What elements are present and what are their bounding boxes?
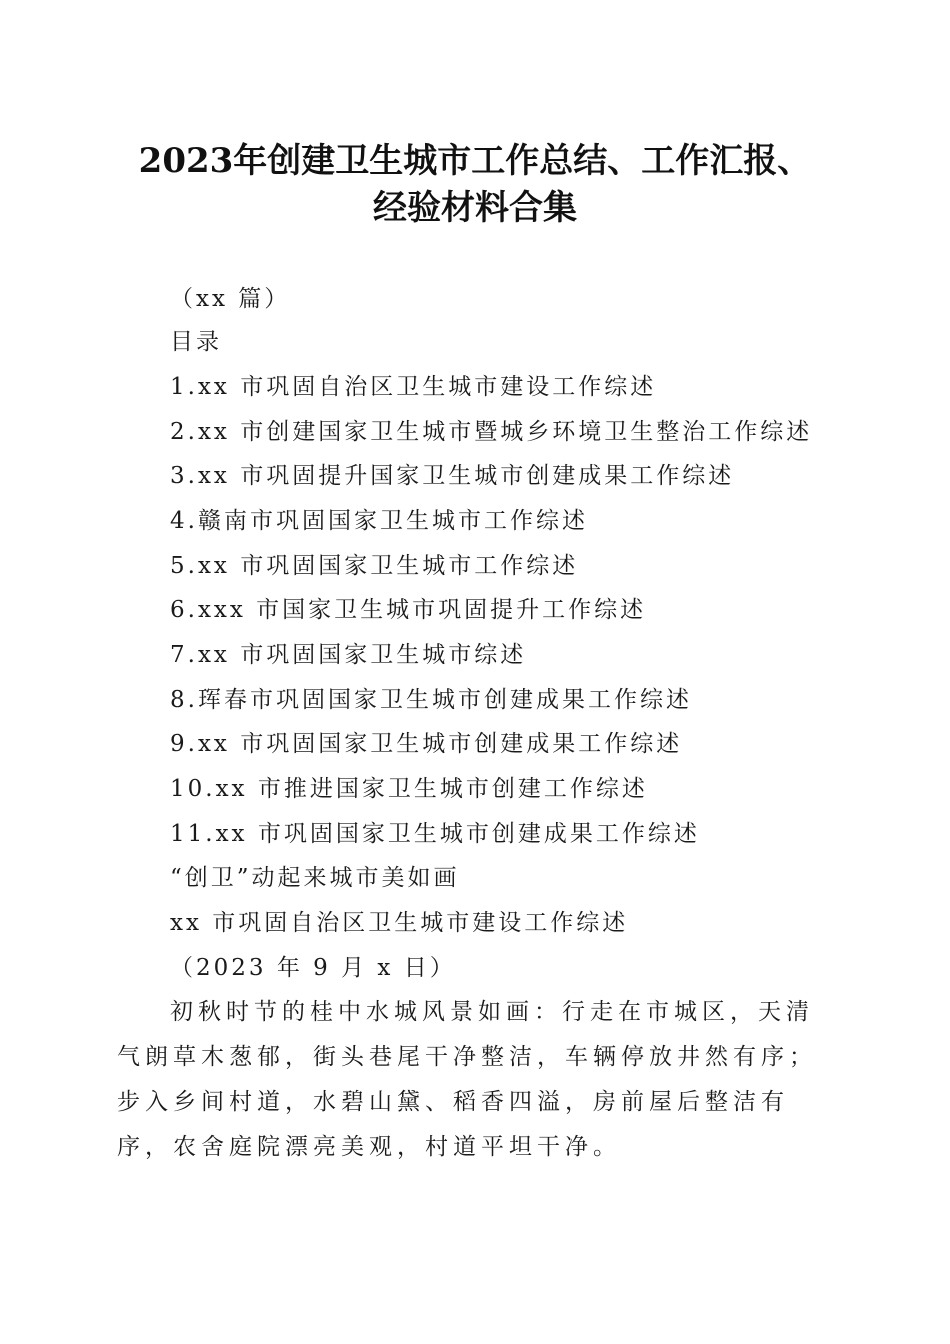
article-paragraph bbox=[117, 990, 832, 1170]
toc-item: 11.xx 市巩固国家卫生城市创建成果工作综述 bbox=[170, 821, 700, 847]
toc-item: 6.xxx 市国家卫生城市巩固提升工作综述 bbox=[170, 597, 647, 623]
count-note: （xx 篇） bbox=[170, 286, 291, 312]
toc-item: 3.xx 市巩固提升国家卫生城市创建成果工作综述 bbox=[170, 463, 735, 489]
toc-item: 10.xx 市推进国家卫生城市创建工作综述 bbox=[170, 776, 648, 802]
document-title-line-1: 2023年创建卫生城市工作总结、工作汇报、 bbox=[138, 141, 812, 181]
toc-item: 8.珲春市巩固国家卫生城市创建成果工作综述 bbox=[170, 687, 692, 713]
document-title-line-2: 经验材料合集 bbox=[373, 188, 577, 228]
article-paragraph-text: 初秋时节的桂中水城风景如画：行走在市城区，天清气朗草木葱郁，街头巷尾干净整洁，车辆停放井然有序；步入乡间村道，水碧山黛、稻香四溢，房前屋后整洁有序，农舍庭院漂亮美观，村道平坦干净。 bbox=[117, 999, 817, 1160]
toc-item: 4.赣南市巩固国家卫生城市工作综述 bbox=[170, 508, 588, 534]
toc-item: 5.xx 市巩固国家卫生城市工作综述 bbox=[170, 553, 579, 579]
article-subtitle: xx 市巩固自治区卫生城市建设工作综述 bbox=[170, 910, 629, 936]
article-headline: “创卫”动起来城市美如画 bbox=[170, 865, 460, 891]
article-date: （2023 年 9 月 x 日） bbox=[170, 955, 456, 981]
toc-item: 7.xx 市巩固国家卫生城市综述 bbox=[170, 642, 527, 668]
toc-heading: 目录 bbox=[170, 329, 222, 355]
toc-item: 9.xx 市巩固国家卫生城市创建成果工作综述 bbox=[170, 731, 683, 757]
toc-item: 1.xx 市巩固自治区卫生城市建设工作综述 bbox=[170, 374, 657, 400]
toc-item: 2.xx 市创建国家卫生城市暨城乡环境卫生整治工作综述 bbox=[170, 419, 813, 445]
